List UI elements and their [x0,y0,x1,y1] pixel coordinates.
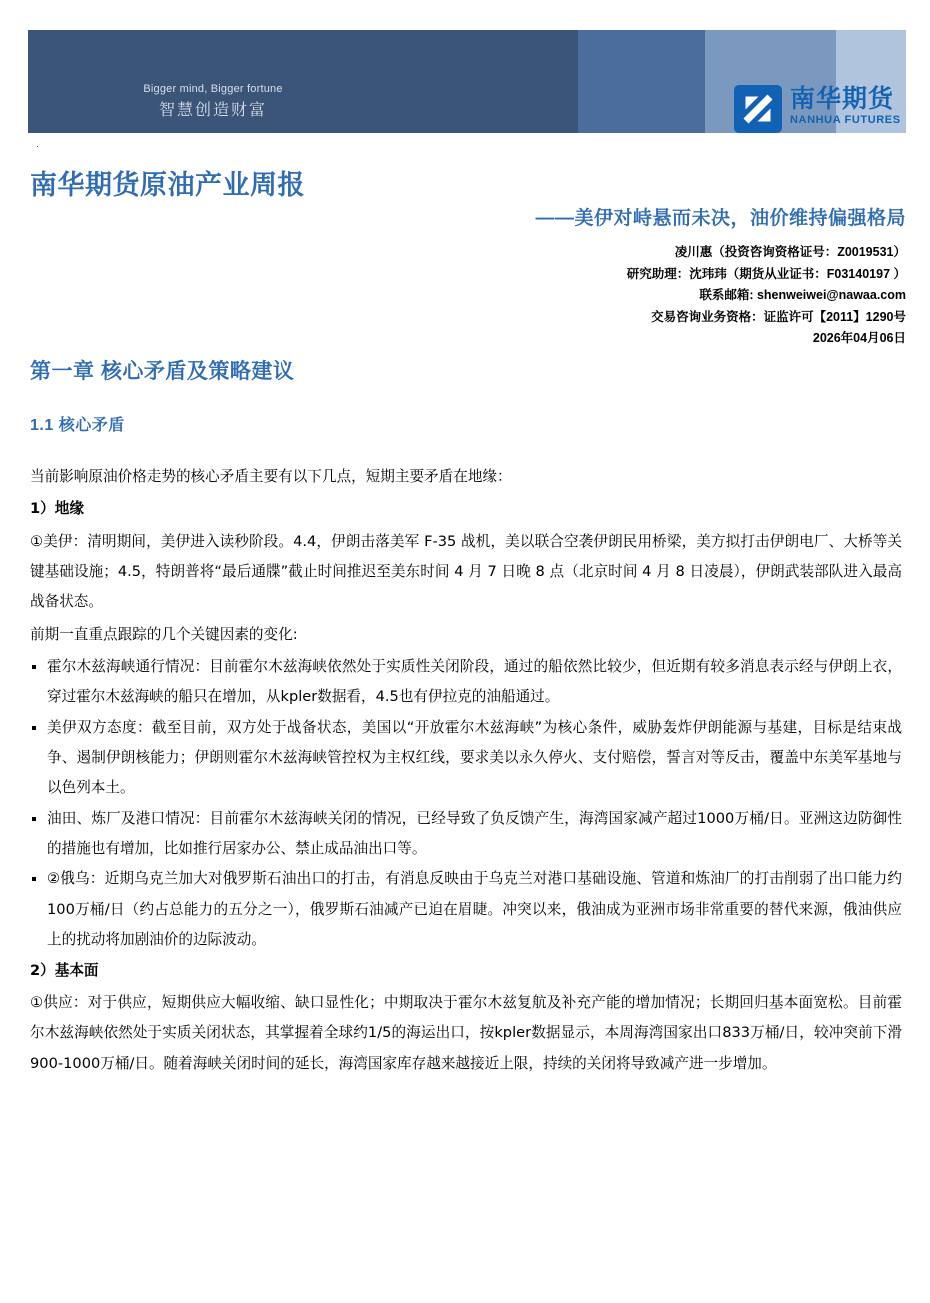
page-title: 南华期货原油产业周报 [30,170,305,200]
stray-mark: · [36,141,39,151]
page-subtitle: ——美伊对峙悬而未决，油价维持偏强格局 [535,208,906,229]
brand-slogan [83,82,343,121]
byline-block [306,242,906,350]
logo-name-chinese: 南华期货 [790,84,895,113]
byline-assistant: 研究助理：沈玮玮（期货从业证书：F03140197 ） [626,266,906,281]
document-body [30,462,902,1081]
banner-band-secondary [578,30,705,133]
byline-date: 2026年04月06日 [812,331,906,345]
chapter-heading: 第一章 核心矛盾及策略建议 [30,360,295,383]
subheading-fundamentals: 2）基本面 [30,961,99,979]
nanhua-logo-icon [734,85,782,133]
paragraph-supply: ①供应：对于供应，短期供应大幅收缩、缺口显性化；中期取决于霍尔木兹复航及补充产能的增加情况；长期回归基本面宽松。目前霍尔木兹海峡依然处于实质关闭状态，其掌握着全球约1/5的海运出口，按kpler数据显示，本周海湾国家出口833万桶/日，较冲突前下滑900-1000万桶/日。随着海峡关闭时间的延长，海湾国家库存越来越接近上限，持续的关闭将导致减产进一步增加。 [30,993,902,1072]
byline-license: 交易咨询业务资格：证监许可【2011】1290号 [651,309,906,324]
list-item [30,804,902,865]
byline-analyst: 凌川惠（投资咨询资格证号：Z0019531） [674,245,906,259]
paragraph-intro: 当前影响原油价格走势的核心矛盾主要有以下几点，短期主要矛盾在地缘： [30,468,512,485]
list-item [30,713,902,804]
paragraph-us-iran: ①美伊：清明期间，美伊进入读秒阶段。4.4，伊朗击落美军 F-35 战机，美以联合空袭伊朗民用桥梁，美方拟打击伊朗电厂、大桥等关键基础设施；4.5，特朗普将“最后通牒”截止时间推迟至美东时间 4 月 7 日晚 8 点（北京时间 4 月 8 日凌晨），伊朗武装部队进入最高战备状态。 [30,532,902,611]
section-heading: 1.1 核心矛盾 [30,417,125,434]
bullet-marker-icon [32,726,36,730]
byline-email: 联系邮箱: shenweiwei@nawaa.com [699,288,906,302]
company-logo [734,85,924,137]
bullet-marker-icon [32,877,36,881]
list-item-text: 油田、炼厂及港口情况：目前霍尔木兹海峡关闭的情况，已经导致了负反馈产生，海湾国家减产超过1000万桶/日。亚洲这边防御性的措施也有增加，比如推行居家办公、禁止成品油出口等。 [47,809,902,858]
list-item-text: ②俄乌：近期乌克兰加大对俄罗斯石油出口的打击，有消息反映由于乌克兰对港口基础设施、管道和炼油厂的打击削弱了出口能力约100万桶/日（约占总能力的五分之一），俄罗斯石油减产已迫在眉睫。冲突以来，俄油成为亚洲市场非常重要的替代来源，俄油供应上的扰动将加剧油价的边际波动。 [47,870,902,949]
bullet-marker-icon [32,665,36,669]
list-item [30,864,902,955]
subheading-geopolitics: 1）地缘 [30,500,84,518]
slogan-chinese: 智慧创造财富 [158,101,267,119]
list-item [30,652,902,713]
masthead-banner [28,30,906,133]
logo-wordmark [790,86,924,126]
paragraph-key-factors-lead: 前期一直重点跟踪的几个关键因素的变化: [30,625,298,643]
list-item-text: 美伊双方态度：截至目前，双方处于战备状态，美国以“开放霍尔木兹海峡”为核心条件，威胁轰炸伊朗能源与基建，目标是结束战争、遏制伊朗核能力；伊朗则霍尔木兹海峡管控权为主权红线，要求美以永久停火、支付赔偿，誓言对等反击，覆盖中东美军基地与以色列本土。 [47,718,902,797]
slogan-english: Bigger mind, Bigger fortune [143,83,283,95]
bullet-marker-icon [32,817,36,821]
list-item-text: 霍尔木兹海峡通行情况：目前霍尔木兹海峡依然处于实质性关闭阶段，通过的船依然比较少，但近期有较多消息表示经与伊朗上衣，穿过霍尔木兹海峡的船只在增加，从kpler数据看，4.5也有伊拉克的油船通过。 [47,658,902,706]
logo-name-english: NANHUA FUTURES [790,114,901,127]
